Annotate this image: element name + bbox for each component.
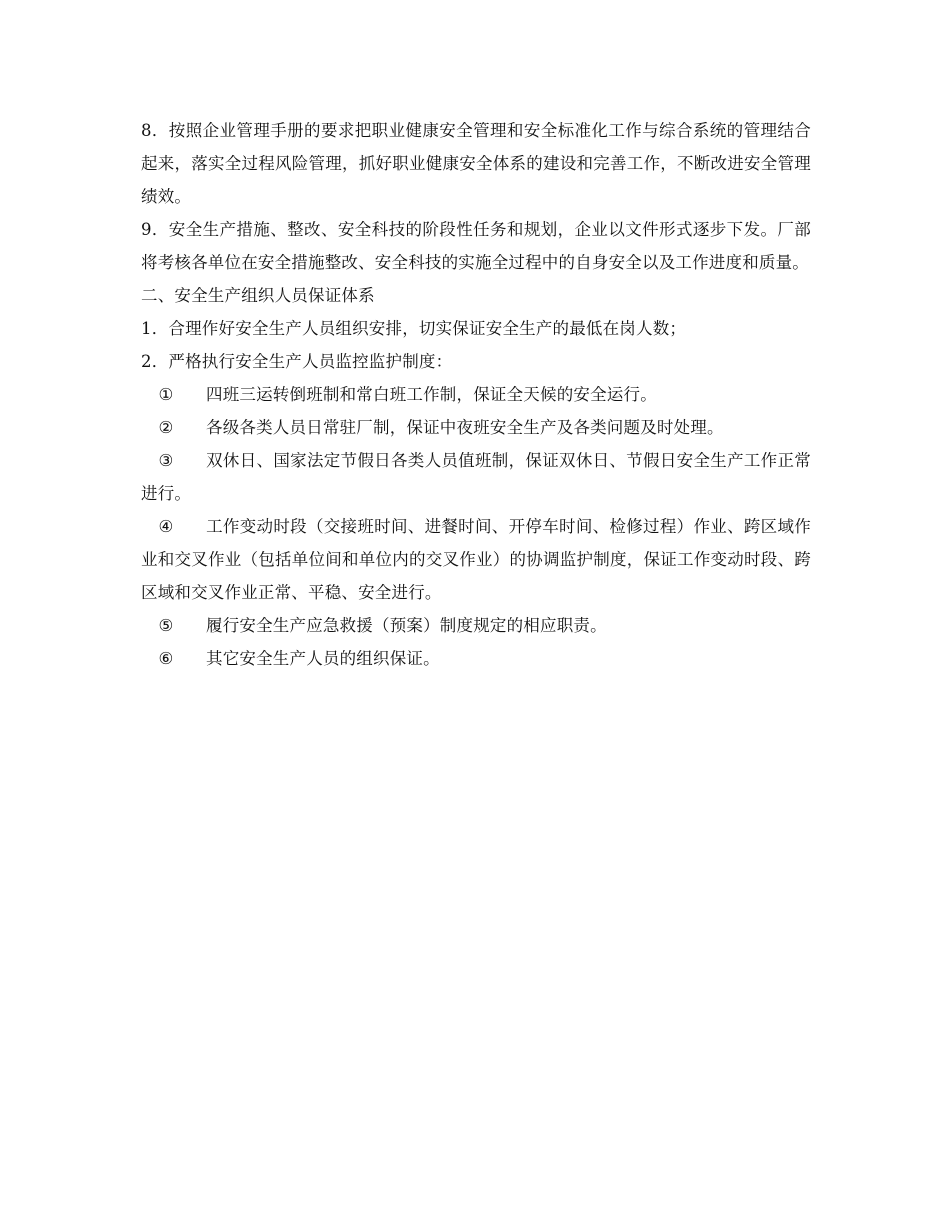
list-item-number: ①	[158, 385, 174, 404]
list-item-text: 四班三运转倒班制和常白班工作制，保证全天候的安全运行。	[206, 385, 657, 404]
list-item-number: ⑤	[158, 616, 174, 635]
list-item-2	[141, 411, 811, 444]
list-item-text: 双休日、国家法定节假日各类人员值班制，保证双休日、节假日安全生产工作正常进行。	[141, 451, 811, 503]
list-item-text: 工作变动时段（交接班时间、进餐时间、开停车时间、检修过程）作业、跨区域作业和交叉作业（包括单位间和单位内的交叉作业）的协调监护制度，保证工作变动时段、跨区域和交叉作业正常、平稳、安全进行。	[141, 517, 811, 602]
list-item-number: ⑥	[158, 649, 174, 668]
paragraph-item-9: 9．安全生产措施、整改、安全科技的阶段性任务和规划，企业以文件形式逐步下发。厂部将考核各单位在安全措施整改、安全科技的实施全过程中的自身安全以及工作进度和质量。	[141, 220, 811, 272]
document-body	[141, 114, 811, 675]
list-item-5	[141, 609, 811, 642]
list-item-4	[141, 510, 811, 609]
paragraph-section2-item-2: 2．严格执行安全生产人员监控监护制度：	[141, 352, 453, 371]
list-item-1	[141, 378, 811, 411]
list-item-number: ②	[158, 418, 174, 437]
list-item-text: 其它安全生产人员的组织保证。	[206, 649, 440, 668]
list-item-text: 履行安全生产应急救援（预案）制度规定的相应职责。	[206, 616, 607, 635]
list-item-3	[141, 444, 811, 510]
list-item-number: ④	[158, 517, 174, 536]
list-item-number: ③	[158, 451, 174, 470]
list-item-text: 各级各类人员日常驻厂制，保证中夜班安全生产及各类问题及时处理。	[206, 418, 724, 437]
list-item-6	[141, 642, 811, 675]
paragraph-section2-item-1: 1．合理作好安全生产人员组织安排，切实保证安全生产的最低在岗人数；	[141, 319, 687, 338]
paragraph-item-8: 8．按照企业管理手册的要求把职业健康安全管理和安全标准化工作与综合系统的管理结合起来，落实全过程风险管理，抓好职业健康安全体系的建设和完善工作，不断改进安全管理绩效。	[141, 121, 811, 206]
section-heading-2: 二、安全生产组织人员保证体系	[141, 286, 375, 305]
